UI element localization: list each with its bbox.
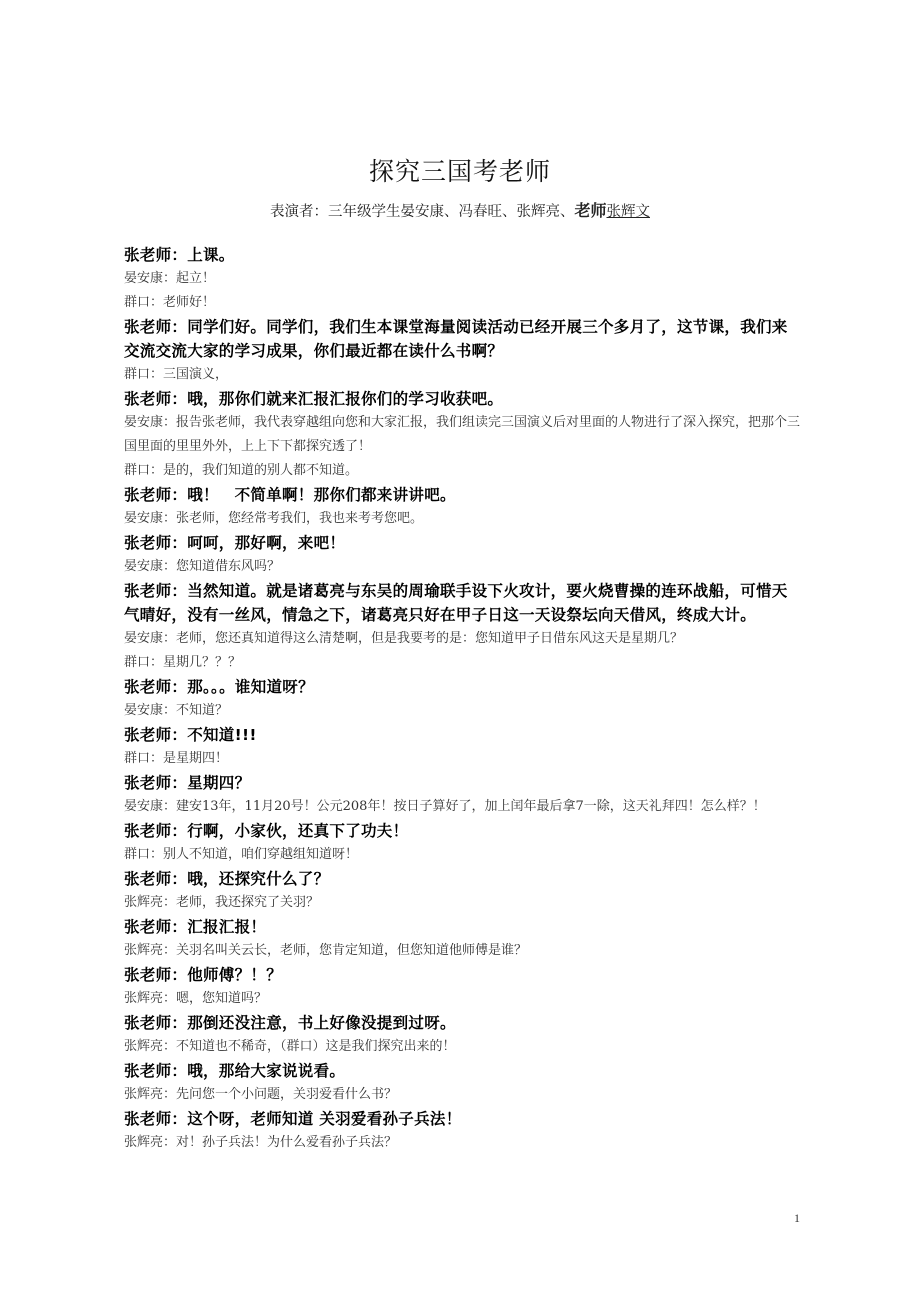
teacher-name: 张辉文 [606,204,650,220]
student-line: 群口：是星期四！ [124,751,229,766]
teacher-line: 张老师：同学们好。同学们，我们生本课堂海量阅读活动已经开展三个多月了，这节课，我们来交流交流大家的学习成果，你们最近都在读什么书啊？ [124,318,788,360]
student-line: 群口：三国演义， [124,367,229,382]
teacher-line: 张老师：星期四？ [124,774,251,792]
teacher-line: 张老师：上课。 [124,246,235,264]
student-line: 张辉亮：老师，我还探究了关羽？ [124,895,320,910]
teacher-line: 张老师：那倒还没注意，书上好像没提到过呀。 [124,1014,456,1032]
student-line: 晏安康：报告张老师，我代表穿越组向您和大家汇报，我们组读完三国演义后对里面的人物进行了深入探究，把那个三国里面的里里外外，上上下下都探究透了！ [124,415,801,454]
student-line: 张辉亮：不知道也不稀奇，（群口）这是我们探究出来的！ [124,1039,456,1054]
document-title: 探究三国考老师 [368,157,551,186]
student-line: 群口：老师好！ [124,295,216,310]
teacher-label: 老师 [574,201,607,220]
teacher-line: 张老师：哦，那给大家说说看。 [124,1062,346,1080]
teacher-line: 张老师：哦，还探究什么了？ [124,870,330,888]
performers-prefix: 表演者：三年级学生晏安康、冯春旺、张辉亮、 [269,204,575,220]
student-line: 张辉亮：嗯，您知道吗？ [124,991,268,1006]
teacher-line: 张老师：行啊，小家伙，还真下了功夫！ [124,822,409,840]
student-line: 晏安康：老师，您还真知道得这么清楚啊，但是我要考的是：您知道甲子日借东风这天是星期几？ [124,631,684,646]
teacher-line: 张老师：呵呵，那好啊，来吧！ [124,534,346,552]
dialogue-body [124,243,800,1155]
student-line: 张辉亮：对！孙子兵法！为什么爱看孙子兵法？ [124,1135,398,1150]
student-line: 群口：别人不知道，咱们穿越组知道呀！ [124,847,359,862]
teacher-line: 张老师：哦，那你们就来汇报汇报你们的学习收获吧。 [124,390,504,408]
teacher-line: 张老师：不知道!!! [124,726,257,744]
student-line: 张辉亮：先问您一个小问题，关羽爱看什么书？ [124,1087,398,1102]
teacher-line: 张老师：他师傅？！？ [124,966,283,984]
teacher-line: 张老师：那。。。谁知道呀？ [124,678,314,696]
performers-line [0,198,920,221]
teacher-line: 张老师：汇报汇报！ [124,918,267,936]
student-line: 晏安康：建安13年，11月20号！公元208年！按日子算好了，加上闰年最后拿7一除，这天礼拜四！怎么样？！ [124,799,766,814]
student-line: 晏安康：起立！ [124,271,216,286]
teacher-line: 张老师：这个呀，老师知道 关羽爱看孙子兵法！ [124,1110,462,1128]
student-line: 晏安康：张老师，您经常考我们，我也来考考您吧。 [124,511,424,526]
page-number: 1 [794,1211,800,1225]
student-line: 群口：是的，我们知道的别人都不知道。 [124,463,359,478]
student-line: 晏安康：不知道？ [124,703,229,718]
student-line: 张辉亮：关羽名叫关云长，老师，您肯定知道，但您知道他师傅是谁？ [124,943,528,958]
teacher-line: 张老师：当然知道。就是诸葛亮与东吴的周瑜联手设下火攻计，要火烧曹操的连环战船，可惜天气晴好，没有一丝风，情急之下，诸葛亮只好在甲子日这一天设祭坛向天借风，终成大计。 [124,582,788,624]
student-line: 群口：星期几？？？ [124,655,242,670]
student-line: 晏安康：您知道借东风吗？ [124,559,281,574]
teacher-line: 张老师：哦！ 不简单啊！那你们都来讲讲吧。 [124,486,456,504]
